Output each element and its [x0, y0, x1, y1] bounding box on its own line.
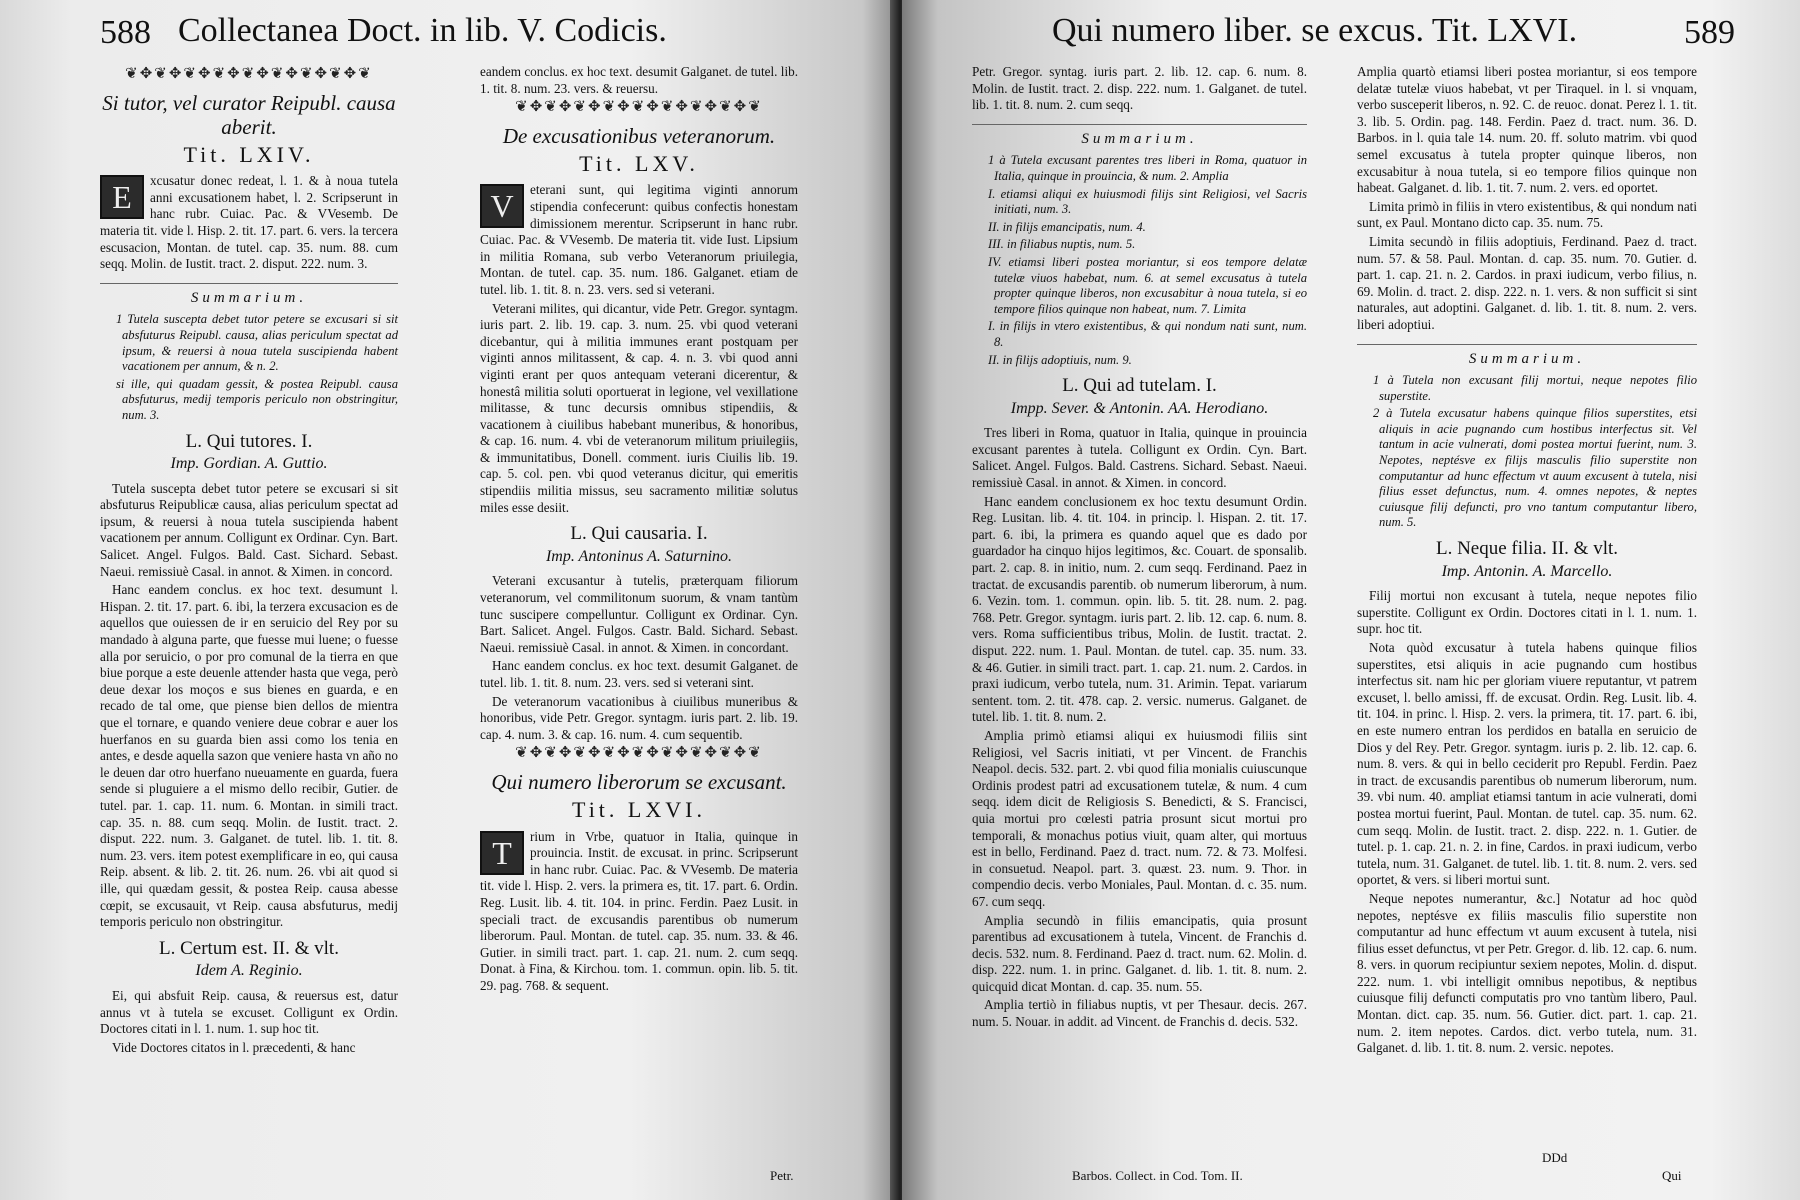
page-number: 589 — [1684, 14, 1735, 51]
body-paragraph: Vide Doctores citatos in l. præcedenti, & hanc — [112, 1039, 356, 1055]
right-column-2 — [1357, 64, 1697, 1059]
ornament-band: ❦✥❦✥❦✥❦✥❦✥❦✥❦✥❦✥❦ — [515, 99, 763, 116]
summary-item: 1 à Tutela excusant parentes tres liberi in Roma, quatuor in Italia, quinque in prouincia, & num. 2. Amplia — [988, 153, 1307, 183]
emperor-line: Idem A. Reginio. — [195, 962, 303, 980]
body-paragraph: Hanc eandem conclusionem ex hoc textu desumunt Ordin. Reg. Lusitan. lib. 4. tit. 104. in princip. l. Hispan. 2. tit. 17. part. 6. ibi, la primera es quando aquel que es dado por guardador ha cinquo hijos legitimos, &c. Couart. de sponsalib. part. 2. cap. 8. in initio, num. 2. cum seqq. Ferdinand. Paez in tractat. de excusandis parentib. ob numerum liberorum, à num. 6. Vezin. tom. 1. commun. opin. lib. 5. tit. 28. num. 2. pag. 768. Petr. Gregor. syntagm. iuris part. 2. lib. 12. cap. 6. num. 8. vers. Roma sufficientibus tribus, Molin. de Iustit. tractat. 2. disput. 222. num. 1. Paul. Montan. de tutel. cap. 35. num. 33. & 46. Gutier. in simili tract. part. 1. cap. 21. num. 2. Cardos. in praxi iudicum, verbo tutela, num. 31. Arimin. Tepat. variarum sentent. tom. 2. tit. 478. cap. 2. versic. numerus. Galganet. de tutel. lib. 1. tit. 8. num. 2. — [972, 493, 1307, 725]
summary-item: I. etiamsi aliqui ex huiusmodi filijs sint Religiosi, vel Sacris initiati, num. 3. — [988, 186, 1307, 217]
emperor-line: Imp. Gordian. A. Guttio. — [170, 455, 328, 473]
body-paragraph: Tres liberi in Roma, quatuor in Italia, quinque in prouincia excusant parentes à tutela. Colligunt ex Ordin. Cyn. Bart. Salicet. Angel. Fulgos. Bald. Castrens. Sichard. Sebast. Naeui. remissiuè Casal. in annot. & Ximen. in concord. — [972, 425, 1307, 491]
law-heading: L. Neque filia. II. & vlt. — [1435, 538, 1619, 560]
title-heading: Tit. LXIV. — [183, 141, 315, 167]
emperor-line: Impp. Sever. & Antonin. AA. Herodiano. — [1010, 399, 1269, 417]
decorated-initial: T — [480, 831, 524, 875]
footer-signature-line: Barbos. Collect. in Cod. Tom. II. — [1072, 1168, 1243, 1183]
intro-paragraph: V eterani sunt, qui legitima viginti annorum stipendia confecerunt: quibus confectis honestam dimissionem merentur. Scripserunt in hanc rubr. Cuiac. Pac. & VVesemb. De materia tit. vide Iust. Lipsium in militia Romana, sub verbo Veteranorum priuilegia, Montan. de tutel. cap. 35. num. 186. Galganet. etiam de tutel. lib. 1. tit. 8. n. 23. vers. sed si veterani. — [480, 182, 798, 297]
continuation-text: eandem conclus. ex hoc text. desumit Galganet. de tutel. lib. 1. tit. 8. num. 23. vers. & reuersu. — [480, 64, 798, 96]
running-head: Qui numero liber. se excus. Tit. LXVI. — [1052, 12, 1578, 49]
continuation-text: Petr. Gregor. syntag. iuris part. 2. lib. 12. cap. 6. num. 8. Molin. de Iustit. tract. 2. disp. 222. num. 1. Galganet. de tutel. lib. 1. tit. 8. num. 2. cum seqq. — [972, 64, 1307, 113]
ornament-band: ❦✥❦✥❦✥❦✥❦✥❦✥❦✥❦✥❦ — [515, 745, 763, 762]
signature-mark: DDd — [1542, 1150, 1568, 1165]
body-paragraph: Amplia secundò in filiis emancipatis, quia prosunt parentibus ad excusationem à tutela, Vincent. de Franchis d. decis. 532. num. 8. Ferdinand. Paez d. tract. num. 62. Molin. d. disp. 222. num. 1. in princ. Galganet. d. lib. 1. tit. 8. num. 2. quicquid dicat Montan. d. cap. 35. num. 55. — [972, 912, 1307, 994]
intro-paragraph: T rium in Vrbe, quatuor in Italia, quinque in prouincia. Instit. de excusat. in princ. Scripserunt in hanc rubr. Cuiac. Pac. & VVesemb. De materia tit. vide l. Hisp. 2. vers. la primera es, tit. 17. part. 6. Ordin. Reg. Lusit. lib. 4. tit. 104. in princ. Ferdin. Paez Lusit. in speciali tract. de excusandis parentibus ob numerum liberorum. Paul. Montan. de tutel. cap. 35. num. 33. & 46. Gutier. in simili tract. part. 1. cap. 21. num. 2. cum seqq. Donat. à Fina, & Kirchou. tom. 1. commun. opin. lib. 5. tit. 29. pag. 768. & sequent. — [480, 828, 798, 993]
body-paragraph: Tutela suscepta debet tutor petere se excusari si sit absfuturus Reipublicæ causa, alias periculum spectat ad ipsum, & reuersi à noua tutela suscipienda habent vacationem per annum. Colligunt ex Ordinar. Cyn. Bart. Salicet. Angel. Fulgos. Bald. Cast. Sichard. Sebast. Naeui. remissiuè Casal. in annot. & Ximen. in concord. — [100, 480, 398, 579]
intro-paragraph: E xcusatur donec redeat, l. 1. & à noua tutela anni excusationem habet, l. 2. Scripserunt in hanc rubr. Cuiac. Pac. & VVesemb. De materia tit. vide l. Hisp. 2. tit. 17. part. 6. vers. la tercera escusacion, Montan. de tutel. cap. 35. num. 88. cum seqq. Molin. de Iustit. tract. 2. disput. 222. num. 3. — [100, 173, 398, 272]
summary-item: 2 à Tutela excusatur habens quinque filios superstites, etsi aliquis in acie pugnando cum hostibus interfectus sit. Vel tantum in acie vulnerati, domi postea mortui fuerint, num. 3. Nepotes, neptésve ex filijs masculis filio superstite non computantur ad hunc effectum vt auum excusent à tutela, nisi filius esset defunctus, num. 4. omnes nepotes, & neptes cuiusque filij defuncti, pro vno tantum computantur libero, num. 5. — [1373, 406, 1697, 530]
decorated-initial: E — [100, 175, 144, 219]
emperor-line: Imp. Antoninus A. Saturnino. — [545, 547, 733, 565]
left-column-1 — [100, 64, 398, 1058]
summarium-heading: Summarium. — [972, 124, 1307, 148]
ornament-band: ❦✥❦✥❦✥❦✥❦✥❦✥❦✥❦✥❦ — [125, 66, 373, 82]
summary-item: 1 Tutela suscepta debet tutor petere se excusari si sit absfuturus Reipubl. causa, alias periculum spectat ad ipsum, & reuersi à noua tutela suscipienda habent vacationem per annum, & n. 2. — [116, 312, 398, 374]
summary-item: I. in filijs in vtero existentibus, & qui nondum nati sunt, num. 8. — [988, 319, 1307, 349]
body-paragraph: Hanc eandem conclus. ex hoc text. desumit Galganet. de tutel. lib. 1. tit. 8. num. 23. vers. sed si veterani sint. — [480, 658, 798, 690]
body-paragraph: Filij mortui non excusant à tutela, neque nepotes filio superstite. Colligunt ex Ordin. Doctores citati in l. 1. num. 1. supr. hoc tit. — [1357, 588, 1697, 637]
summarium-heading: Summarium. — [100, 283, 398, 307]
title-heading: Tit. LXV. — [579, 150, 699, 176]
summary-item: III. in filiabus nuptis, num. 5. — [988, 237, 1136, 252]
summary-item: IV. etiamsi liberi postea moriantur, si eos tempore delatæ tutelæ viuos habebat, num. 6. at semel excusatus à tutela propter quinque liberos, non excusabitur à noua tutela, si eo tempore filios quinque non habeat, num. 7. Limita — [988, 254, 1307, 316]
law-heading: L. Qui tutores. I. — [185, 430, 313, 452]
body-paragraph: Veterani milites, qui dicantur, vide Petr. Gregor. syntagm. iuris part. 2. lib. 19. cap. 3. num. 25. vbi quod veterani dicebantur, qui à militia immunes erant postquam per viginti annos militassent, & cap. 4. n. 3. vbi quod anni viginti erant per quos antequam veterani dicerentur, & honestâ militia soluti oportuerat in legione, vel vexillatione militasse, & tunc decursis omnibus stipendiis, & vacationem à ciuilibus habebant muneribus, & honoribus, & cap. 16. num. 4. vbi de veteranorum militum priuilegiis, & immunitatibus, Donell. comment. iuris Ciuilis lib. 19. cap. 5. col. pen. vbi quod veteranus dicitur, qui emeritis stipendiis militia missus, seu sacramento militiæ solutus miles esse desiit. — [480, 300, 798, 515]
body-paragraph: De veteranorum vacationibus à ciuilibus muneribus & honoribus, vide Petr. Gregor. syntagm. iuris part. 2. lib. 19. cap. 4. num. 3. & cap. 16. num. 4. cum sequentib. — [480, 693, 798, 742]
rubric: Si tutor, vel curator Reipubl. causa aberit. — [102, 90, 396, 139]
summary-item: II. in filijs adoptiuis, num. 9. — [988, 352, 1132, 367]
body-paragraph: Amplia tertiò in filiabus nuptis, vt per Thesaur. decis. 267. num. 5. Nouar. in addit. ad Vincent. de Franchis d. decis. 532. — [972, 997, 1307, 1030]
body-paragraph: Hanc eandem conclus. ex hoc text. desumunt l. Hispan. 2. tit. 17. part. 6. ibi, la terzera excusacion es de aquellos que ouiessen de ir en seruicio del Rey por su mandado à alguna parte, que fuesse mui luene; o fuesse alla por seruicio, o por pro comunal de la tierra en que biue porque a este deuenle attender hasta que vega, però deue dexar los moços e sus bienes en guarda, e en recado de tal ome, que piense bien dellos de mientra que el tornare, e quando veniere deue cobrar e auer los huerfanos en su guarda bien assi como los tenia en antes, e desde aquella sazon que veniere hasta vn año no le deuen dar otro huerfano nueuamente en guarda, fuera sende si pluguiere a el mismo dello recibir, Gutier. de tutel. par. 1. cap. 11. num. 6. Montan. in simili tract. cap. 35. n. 88. cum seqq. Molin. de Iustit. tract. 2. disput. 222. num. 3. Galganet. de tutel. lib. 1. tit. 8. num. 23. vers. item potest exemplificare in eo, qui causa Reip. absent. & lib. 2. tit. 26. num. 26. vbi ait quod si ille, qui quædam gessit, & postea Reip. causa abesse cœpit, se excusauit, vt Reip. causa absfuturus, medij temporis periculo non obstringitur. — [100, 582, 398, 930]
body-paragraph: Veterani excusantur à tutelis, præterquam filiorum veteranorum, vel commilitonum suorum, & vnam tantùm tunc suscipere compelluntur. Colligunt ex Ordinar. Cyn. Bart. Salicet. Angel. Fulgos. Castr. Bald. Sichard. Sebast. Naeui. remissiuè Casal. in annot. & Ximen. in concordant. — [480, 573, 798, 655]
emperor-line: Imp. Antonin. A. Marcello. — [1441, 562, 1613, 580]
catchword: Petr. — [770, 1168, 794, 1183]
rubric: Qui numero liberorum se excusant. — [491, 769, 787, 794]
body-paragraph: Limita secundò in filiis adoptiuis, Ferdinand. Paez d. tract. num. 57. & 58. Paul. Montan. d. cap. 35. num. 70. Gutier. d. part. 1. cap. 21. n. 2. Cardos. in praxi iudicum, verbo filius, n. 69. Molin. d. tract. 2. disp. 222. n. 1. vers. & non sufficit si sint naturales, aut adoptini. Galganet. d. lib. 1. tit. 8. num. 2. vers. liberi adoptiui. — [1357, 233, 1697, 332]
running-head: Collectanea Doct. in lib. V. Codicis. — [178, 12, 667, 49]
body-paragraph: Neque nepotes numerantur, &c.] Notatur ad hoc quòd nepotes, neptésve ex filiis masculis filio superstite non computantur ad hunc effectum vt auum excusent à tutela, nisi filius esset defunctus, vt per Petr. Gregor. d. lib. 12. cap. 6. num. 8. vers. in quorum recipiuntur sexiem nepotes, Molin. d. disput. 222. num. 1. vbi intelligit omnibus nepotibus, & neptibus cuiusque filij defuncti computatis pro vno tantùm libero, Paul. Montan. dict. cap. 35. num. 56. Gutier. dict. part. 1. cap. 21. num. 2. item nepotes. Cardos. dict. verbo tutela, num. 31. Galganet. d. lib. 1. tit. 8. num. 2. versic. nepotes. — [1357, 890, 1697, 1056]
law-heading: L. Certum est. II. & vlt. — [159, 937, 339, 959]
summary-item: II. in filijs emancipatis, num. 4. — [988, 219, 1146, 234]
left-page — [0, 0, 898, 1200]
right-column-1 — [972, 64, 1307, 1033]
page-number: 588 — [100, 14, 151, 51]
body-paragraph: Ei, qui absfuit Reip. causa, & reuersus est, datur annus vt à tutela se excuset. Colligunt ex Ordin. Doctores citati in l. 1. num. 1. sup hoc tit. — [100, 987, 398, 1037]
summarium-heading: Summarium. — [1357, 344, 1697, 368]
law-heading: L. Qui causaria. I. — [570, 523, 708, 545]
body-paragraph: Nota quòd excusatur à tutela habens quinque filios superstites, etsi aliquis in acie pugnando cum hostibus interfectus sit. nam hic per gloriam viuere reputantur, vt patrem excuset, l. bello amissi, ff. de excusat. Ordin. Reg. Lusit. lib. 4. tit. 104. in princ. l. Hisp. 2. vers. la primera, tit. 17. part. 6. ibi, en este numero entran los perdidos en batalla en seruicio de Dios y del Rey. Petr. Gregor. syntagm. iuris p. 2. lib. 12. cap. 6. num. 8. vers. & qui in bello ceciderit pro Republ. Ferdin. Paez in tract. de excusandis parentibus ob numerum liberorum, num. 39. vbi num. 40. ampliat etiamsi tantum in acie vulnerati, domi postea mortui fuerint, Paul. Montan. de tutel. cap. 35. num. 62. cum seqq. Molin. de Iustit. tract. 2. disp. 222. n. 1. Gutier. de tutel. p. 1. cap. 21. n. 2. in fine, Cardos. in praxi iudicum, verbo tutela, num. 31. Galganet. de tutel. lib. 1. tit. 8. num. 2. vers. sed oportet, & vers. si liberi mortui sunt. — [1357, 640, 1697, 888]
catchword: Qui — [1662, 1168, 1682, 1183]
body-paragraph: Amplia quartò etiamsi liberi postea moriantur, si eos tempore delatæ tutelæ viuos habebat, vt per Tiraquel. in l. si vnquam, verbo susceperit liberos, n. 92. C. de reuoc. donat. Perez l. 1. tit. 3. lib. 5. Ordin. pag. 148. Ferdin. Paez d. tract. num. 36. D. Barbos. in l. quia tale 14. num. 20. ff. soluto matrim. vbi quod semel excusatus à tutela propter quinque liberos, non excusabitur à noua tutela, si eo tempore filios quinque non habeat. Galganet. d. lib. 1. tit. 7. num. 2. vers. ed oportet. — [1357, 64, 1697, 196]
summary-item: 1 à Tutela non excusant filij mortui, neque nepotes filio superstite. — [1373, 373, 1697, 403]
summary-item: si ille, qui quadam gessit, & postea Reipubl. causa absfuturus, medij temporis periculo non obstringitur, num. 3. — [116, 376, 398, 422]
body-paragraph: Limita primò in filiis in vtero existentibus, & qui nondum nati sunt, ex Paul. Montano dicto cap. 35. num. 75. — [1357, 198, 1697, 231]
decorated-initial: V — [480, 184, 524, 228]
rubric: De excusationibus veteranorum. — [502, 123, 776, 148]
title-heading: Tit. LXVI. — [572, 796, 706, 822]
left-column-2 — [480, 64, 798, 997]
law-heading: L. Qui ad tutelam. I. — [1062, 375, 1217, 397]
right-page — [902, 0, 1800, 1200]
body-paragraph: Amplia primò etiamsi aliqui ex huiusmodi filiis sint Religiosi, vel Sacris initiati, vt per Vincent. de Franchis Neapol. decis. 532. part. 2. vbi quod filia monialis cuiuscunque Ordinis prodest patri ad excusationem tutelæ, & num. 4 cum seqq. idem dicit de Religiosis S. Benedicti, & S. Francisci, quia mortui pro cœlesti patria prosunt sicut mortui pro temporali, & monachus potius viuit, quam alter, qui mortuus est in bello, Ferdinand. Paez d. tract. num. 72. & 73. Molfesi. in consuetud. Neapol. part. 3. quæst. 23. num. 9. Thor. in compendio decis. verbo Moniales, Paul. Montan. d. c. 35. num. 67. cum seqq. — [972, 727, 1307, 909]
